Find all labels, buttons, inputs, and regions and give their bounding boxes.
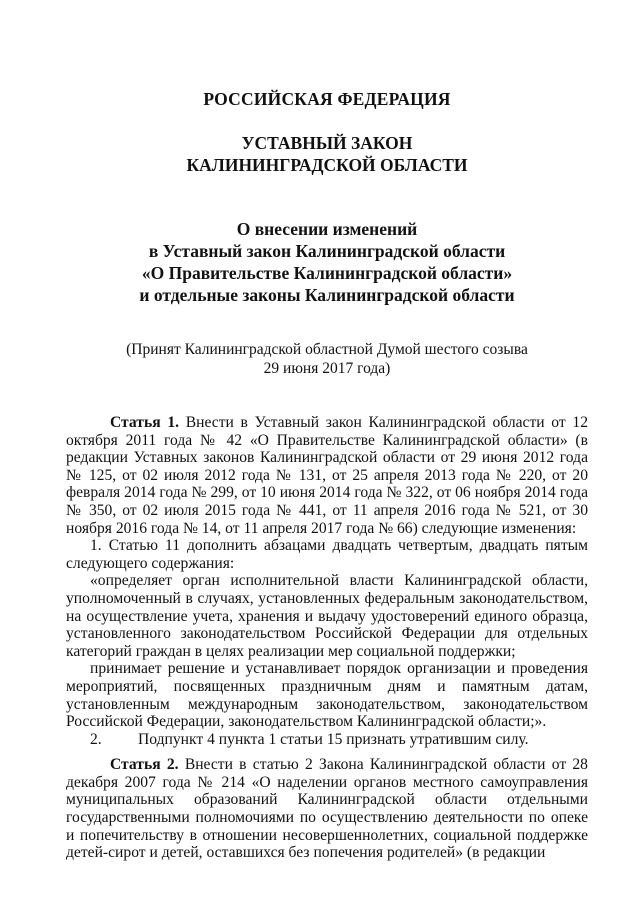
- article-1-item-2-text: Подпункт 4 пункта 1 статьи 15 признать утратившим силу.: [138, 730, 529, 748]
- article-1-label: Статья 1.: [110, 414, 180, 431]
- article-2-intro: [66, 756, 588, 862]
- adoption-note-line-2: 29 июня 2017 года): [263, 360, 391, 377]
- article-2-text: Внести в статью 2 Закона Калининградской области от 28 декабря 2007 года № 214 «О наделении органов местного самоуправления муниципальных образований Калининградской области отдельными государственными полномочиями по осуществлению деятельности по опеке и попечительству в отношении несовершеннолетних, социальной поддержке детей-сирот и детей, оставшихся без попечения родителей» (в редакции: [66, 756, 588, 862]
- law-type-line-2: КАЛИНИНГРАДСКОЙ ОБЛАСТИ: [186, 155, 468, 175]
- article-1-text: Внести в Уставный закон Калининградской области от 12 октября 2011 года № 42 «О Правительстве Калининградской области» (в редакции Уставных законов Калининградской области от 29 июня 2012 года № 125, от 02 июля 2012 года № 131, от 25 апреля 2013 года № 220, от 20 февраля 2014 года № 299, от 10 июня 2014 года № 322, от 06 ноября 2014 года № 350, от 02 июля 2015 года № 441, от 11 апреля 2016 года № 521, от 30 ноября 2016 года № 14, от 11 апреля 2017 года № 66) следующие изменения:: [66, 414, 588, 537]
- document-page: [66, 0, 588, 862]
- law-title-line-1: О внесении изменений: [236, 219, 418, 239]
- article-1-quote-2: принимает решение и устанавливает порядок организации и проведения мероприятий, посвященных праздничным дням и памятным датам, установленным международным законодательством, законодательством Российской Федерации, законодательством Калининградской области;».: [66, 660, 588, 731]
- article-1-item-2-number: 2.: [90, 730, 102, 748]
- adoption-note: [66, 340, 588, 378]
- law-title: [66, 218, 588, 306]
- law-body: [66, 414, 588, 862]
- adoption-note-line-1: (Принят Калининградской областной Думой шестого созыва: [126, 341, 528, 358]
- federation-heading: РОССИЙСКАЯ ФЕДЕРАЦИЯ: [203, 89, 451, 109]
- law-title-line-4: и отдельные законы Калининградской области: [139, 285, 515, 305]
- article-2-label: Статья 2.: [110, 756, 179, 774]
- law-title-line-3: «О Правительстве Калининградской области»: [141, 263, 513, 283]
- law-type-line-1: УСТАВНЫЙ ЗАКОН: [241, 133, 413, 153]
- law-type-heading: [66, 132, 588, 176]
- law-title-line-2: в Уставный закон Калининградской области: [148, 241, 506, 261]
- article-1-intro: [66, 414, 588, 537]
- article-1-item-2: [66, 731, 588, 749]
- article-1-quote-1: «определяет орган исполнительной власти Калининградской области, уполномоченный в случаях, установленных федеральным законодательством, на осуществление учета, хранения и выдачу удостоверений единого образца, установленного законодательством Российской Федерации для отдельных категорий граждан в целях реализации мер социальной поддержки;: [66, 572, 588, 660]
- article-1-item-1: 1. Статью 11 дополнить абзацами двадцать четвертым, двадцать пятым следующего содержания:: [66, 537, 588, 572]
